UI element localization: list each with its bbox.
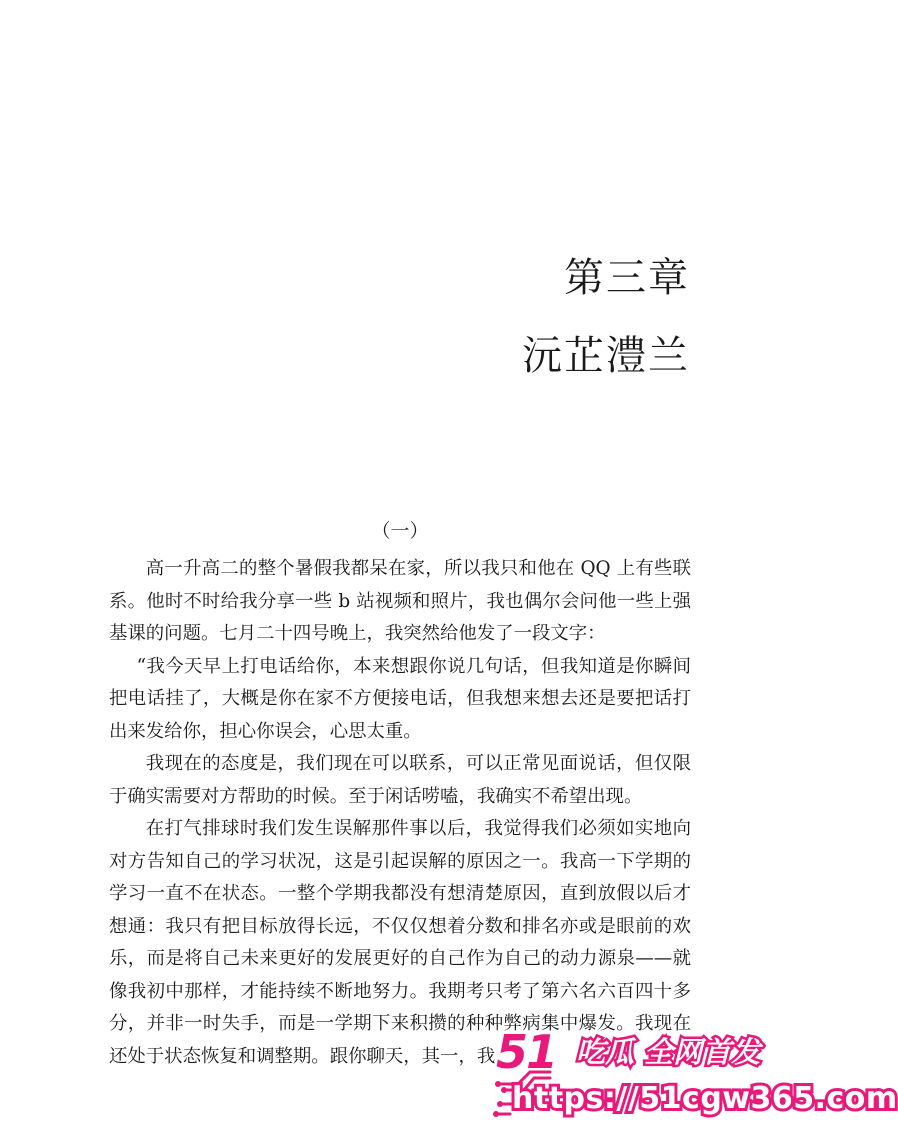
chapter-title: 沅芷澧兰 <box>522 333 690 379</box>
paragraph: 高一升高二的整个暑假我都呆在家，所以我只和他在 QQ 上有些联系。他时不时给我分享一些 b 站视频和照片，我也偶尔会问他一些上强基课的问题。七月二十四号晚上，我突然给他发了一段文字： <box>109 558 691 644</box>
body-text <box>109 553 691 1079</box>
chapter-number: 第三章 <box>564 255 690 301</box>
watermark-url[interactable]: https://51cgw365.com <box>512 1081 898 1116</box>
paragraph: 在打气排球时我们发生误解那件事以后，我觉得我们必须如实地向对方告知自己的学习状况，这是引起误解的原因之一。我高一下学期的学习一直不在状态。一整个学期我都没有想清楚原因，直到放假以后才想通：我只有把目标放得长远，不仅仅想着分数和排名亦或是眼前的欢乐，而是将自己未来更好的发展更好的自己作为自己的动力源泉——就像我初中那样，才能持续不断地努力。我期考只考了第六名六百四十多分，并非一时失手，而是一学期下来积攒的种种弊病集中爆发。我现在还处于状态恢复和调整期。跟你聊天，其一，我 <box>109 818 691 1067</box>
watermark-logo <box>490 1025 898 1130</box>
paragraph: 我现在的态度是，我们现在可以联系，可以正常见面说话，但仅限于确实需要对方帮助的时候。至于闲话唠嗑，我确实不希望出现。 <box>109 753 691 807</box>
watermark-brand: 吃瓜 全网首发 <box>576 1035 761 1069</box>
section-heading: （一） <box>371 520 429 542</box>
paragraph: “我今天早上打电话给你，本来想跟你说几句话，但我知道是你瞬间把电话挂了，大概是你在家不方便接电话，但我想来想去还是要把话打出来发给你，担心你误会，心思太重。 <box>109 655 691 742</box>
watermark-number: 51 <box>496 1025 557 1079</box>
